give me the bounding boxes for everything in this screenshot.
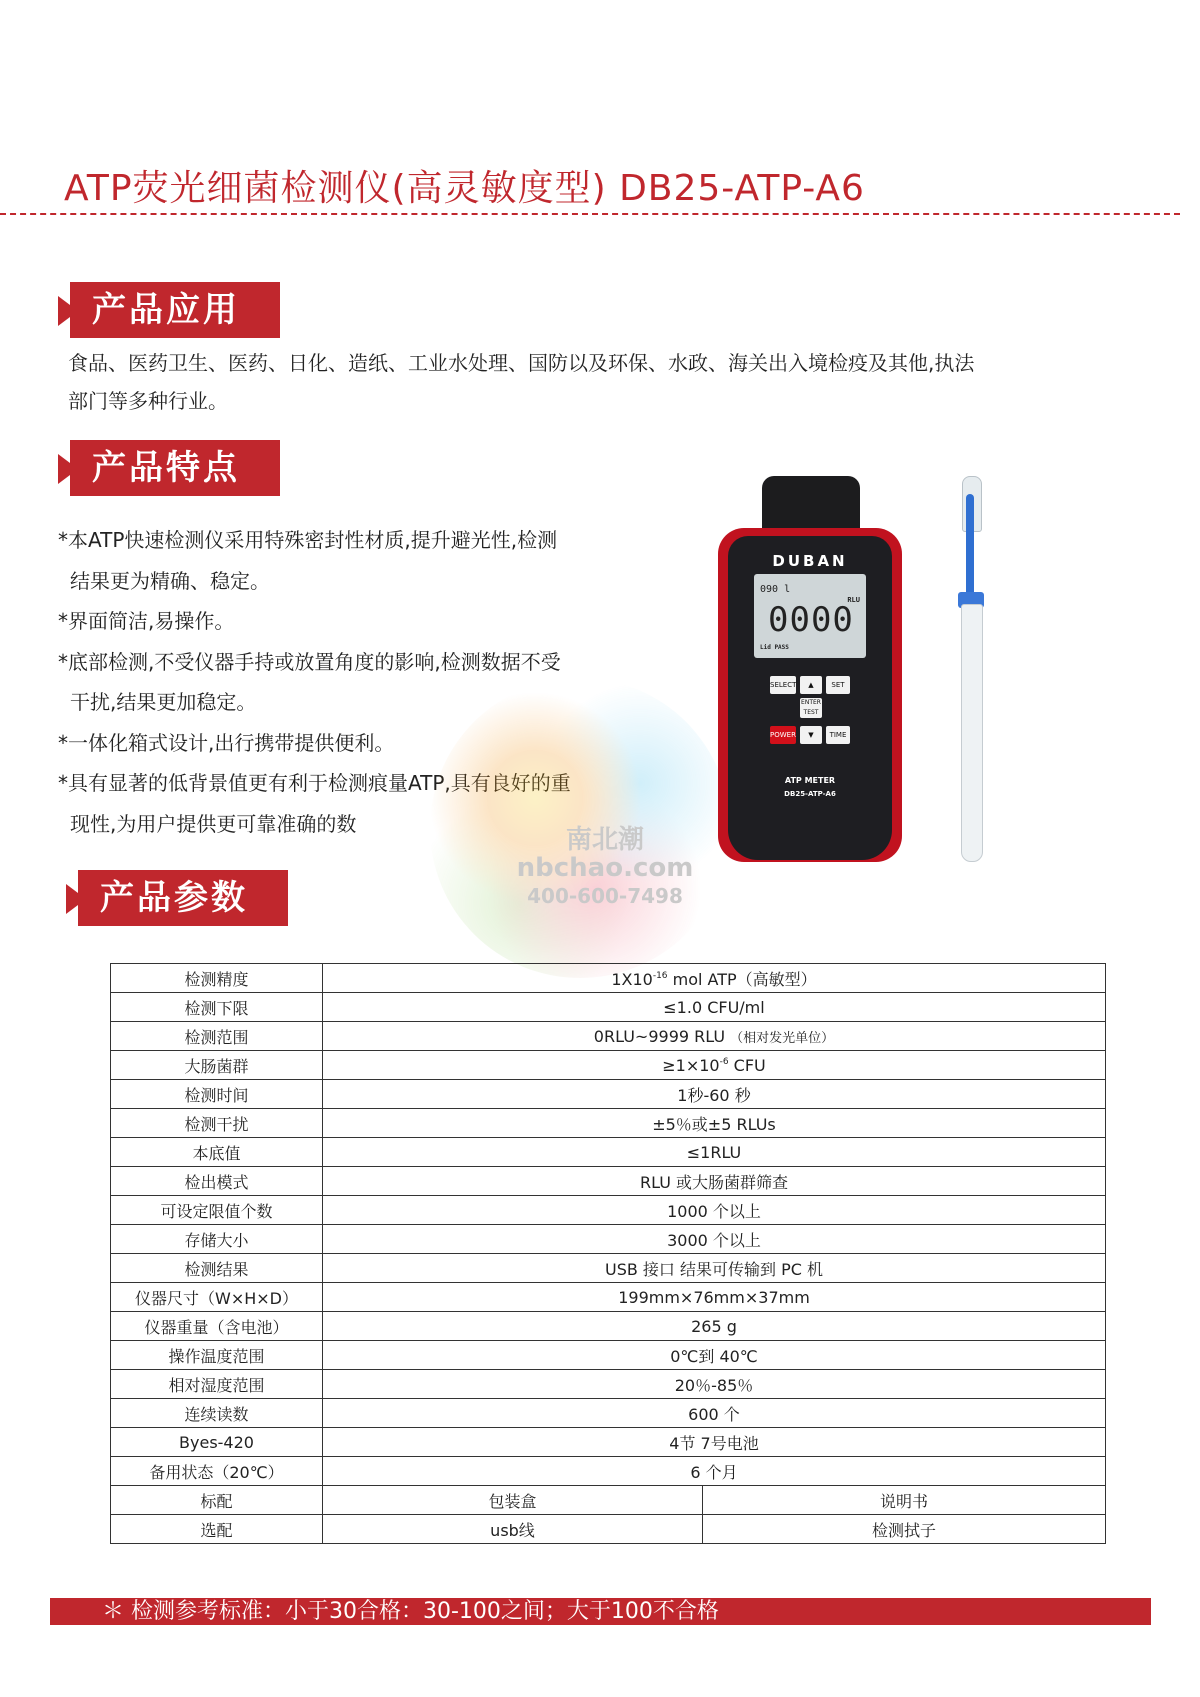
param-label: 可设定限值个数 [111, 1196, 323, 1225]
table-row [111, 1370, 1106, 1399]
application-line: 部门等多种行业。 [68, 389, 228, 413]
lcd-unit: RLU [847, 596, 860, 604]
section-header-params [66, 870, 288, 926]
param-label: Byes-420 [111, 1428, 323, 1457]
table-row [111, 1312, 1106, 1341]
table-row [111, 1486, 1106, 1515]
value-note: （相对发光单位） [730, 1030, 835, 1046]
param-label: 选配 [111, 1515, 323, 1544]
specs-table [110, 963, 1106, 1544]
swab-image [958, 476, 984, 866]
value-text: 20％-85％ [674, 1375, 754, 1395]
section-title: 产品参数 [78, 870, 288, 926]
device-brand: DUBAN [772, 552, 848, 570]
feature-line: *本ATP快速检测仪采用特殊密封性材质,提升避光性,检测 [58, 528, 558, 552]
table-row [111, 1138, 1106, 1167]
table-row [111, 1196, 1106, 1225]
application-text [68, 344, 1148, 420]
value-text: 1X10 [611, 969, 653, 989]
table-row [111, 1515, 1106, 1544]
swab-tube [961, 604, 983, 862]
atp-meter-image [718, 476, 902, 862]
lcd-main-readout: 0000 [768, 600, 854, 640]
table-row [111, 993, 1106, 1022]
param-label: 存储大小 [111, 1225, 323, 1254]
param-value [323, 993, 1106, 1022]
param-label: 连续读数 [111, 1399, 323, 1428]
power-key: POWER [770, 726, 796, 744]
watermark-cn: 南北潮 [565, 825, 644, 855]
table-row [111, 1399, 1106, 1428]
down-arrow-icon: ▼ [800, 726, 822, 744]
param-label: 标配 [111, 1486, 323, 1515]
table-row [111, 1457, 1106, 1486]
value-text: 199mm×76mm×37mm [618, 1287, 810, 1307]
section-header-application [58, 282, 280, 338]
value-superscript: -6 [719, 1056, 729, 1067]
value-text: 1秒-60 秒 [677, 1085, 751, 1105]
param-value [323, 1341, 1106, 1370]
param-label: 检测下限 [111, 993, 323, 1022]
param-label: 相对湿度范围 [111, 1370, 323, 1399]
device-model: DB25-ATP-A6 [784, 790, 836, 798]
value-text: CFU [728, 1055, 766, 1075]
device-lcd [754, 574, 866, 658]
param-value [323, 1080, 1106, 1109]
table-row [111, 1167, 1106, 1196]
param-label: 检测时间 [111, 1080, 323, 1109]
param-label: 检出模式 [111, 1167, 323, 1196]
value-text: 3000 个以上 [667, 1230, 761, 1250]
application-line: 食品、医药卫生、医药、日化、造纸、工业水处理、国防以及环保、水政、海关出入境检疫及其他,执法 [68, 351, 975, 375]
device-label: ATP METER [784, 776, 836, 785]
enter-test-key: ENTER TEST [801, 699, 821, 716]
section-title: 产品特点 [70, 440, 280, 496]
table-row [111, 1254, 1106, 1283]
value-text: RLU 或大肠菌群筛查 [639, 1172, 789, 1192]
param-label: 检测精度 [111, 964, 323, 993]
param-label: 仪器重量（含电池） [111, 1312, 323, 1341]
value-text: 0℃到 40℃ [670, 1346, 758, 1366]
table-row [111, 1225, 1106, 1254]
param-value-left: usb线 [323, 1515, 703, 1544]
feature-line: 干扰,结果更加稳定。 [70, 690, 257, 714]
param-value [323, 1399, 1106, 1428]
select-key: SELECT [770, 676, 796, 694]
up-arrow-icon: ▲ [800, 676, 822, 694]
time-key: TIME [826, 726, 850, 744]
param-value [323, 1022, 1106, 1051]
table-row [111, 1022, 1106, 1051]
feature-line: 结果更为精确、稳定。 [70, 568, 270, 593]
section-title: 产品应用 [70, 282, 280, 338]
feature-line: *界面简洁,易操作。 [58, 609, 235, 633]
param-value-left: 包装盒 [323, 1486, 703, 1515]
page-title: ATP荧光细菌检测仪(高灵敏度型) DB25-ATP-A6 [64, 168, 865, 209]
footer-banner: ＊ 检测参考标准：小于30合格：30-100之间；大于100不合格 [50, 1598, 1151, 1625]
table-row [111, 1428, 1106, 1457]
table-row [111, 1080, 1106, 1109]
lcd-small-readout: 090 l [760, 584, 791, 595]
value-text: 1000 个以上 [667, 1201, 761, 1221]
param-value [323, 1196, 1106, 1225]
param-label: 检测干扰 [111, 1109, 323, 1138]
value-text: ≥1×10 [662, 1055, 720, 1075]
swab-stick [966, 494, 974, 604]
param-value-right: 检测拭子 [703, 1515, 1106, 1544]
param-label: 检测结果 [111, 1254, 323, 1283]
section-header-features [58, 440, 280, 496]
watermark-url: nbchao.com [516, 853, 694, 883]
param-value [323, 1225, 1106, 1254]
param-value [323, 1283, 1106, 1312]
param-value [323, 1109, 1106, 1138]
watermark-phone: 400-600-7498 [527, 884, 683, 908]
value-text: 0RLU~9999 RLU [593, 1026, 726, 1046]
table-row [111, 1283, 1106, 1312]
param-value [323, 1370, 1106, 1399]
value-text: 4节 7号电池 [669, 1433, 759, 1453]
table-row [111, 964, 1106, 993]
feature-line: *一体化箱式设计,出行携带提供便利。 [58, 730, 395, 755]
param-label: 大肠菌群 [111, 1051, 323, 1080]
lcd-status: Lid PASS [760, 644, 789, 651]
value-text: mol ATP（高敏型） [667, 969, 817, 989]
value-text: 6 个月 [690, 1462, 738, 1482]
param-label: 操作温度范围 [111, 1341, 323, 1370]
table-row [111, 1341, 1106, 1370]
value-superscript: -16 [652, 970, 668, 981]
param-value [323, 964, 1106, 993]
table-row [111, 1051, 1106, 1080]
param-label: 检测范围 [111, 1022, 323, 1051]
value-text: ≤1RLU [686, 1142, 742, 1162]
table-row [111, 1109, 1106, 1138]
param-value-right: 说明书 [703, 1486, 1106, 1515]
param-value [323, 1457, 1106, 1486]
param-value [323, 1167, 1106, 1196]
param-value [323, 1138, 1106, 1167]
param-value [323, 1254, 1106, 1283]
title-divider [0, 213, 1180, 215]
value-text: ≤1.0 CFU/ml [663, 997, 765, 1017]
feature-line: *底部检测,不受仪器手持或放置角度的影响,检测数据不受 [58, 649, 561, 674]
value-text: 600 个 [688, 1404, 740, 1424]
param-value [323, 1428, 1106, 1457]
value-text: 265 g [691, 1316, 737, 1336]
feature-line: 现性,为用户提供更可靠准确的数 [70, 811, 357, 836]
feature-line: *具有显著的低背景值更有利于检测痕量ATP,具有良好的重 [58, 771, 571, 795]
set-key: SET [826, 676, 850, 694]
value-text: USB 接口 结果可传输到 PC 机 [604, 1259, 823, 1279]
value-text: ±5％或±5 RLUs [652, 1114, 776, 1134]
param-value [323, 1051, 1106, 1080]
param-label: 仪器尺寸（W×H×D） [111, 1283, 323, 1312]
watermark-text [510, 826, 700, 910]
param-label: 本底值 [111, 1138, 323, 1167]
param-value [323, 1312, 1106, 1341]
param-label: 备用状态（20℃） [111, 1457, 323, 1486]
